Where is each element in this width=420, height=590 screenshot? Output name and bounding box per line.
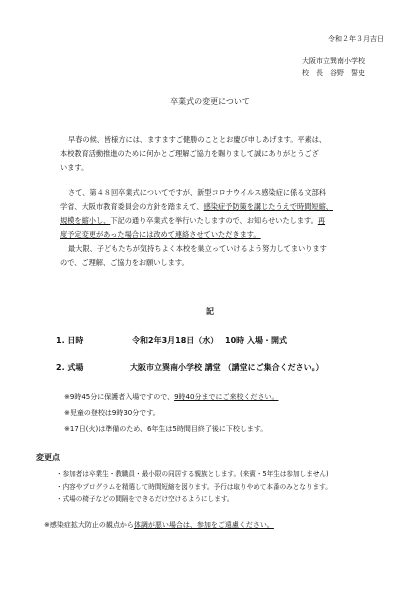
page-title: 卒業式の変更について bbox=[170, 97, 250, 106]
footer-note bbox=[44, 520, 274, 531]
item-venue-label: 2. 式場 bbox=[56, 363, 84, 372]
body-line: さて、第４８回卒業式についてですが、新型コロナウイルス感染症に係る文部科 bbox=[68, 188, 327, 197]
changes-heading: 変更点 bbox=[36, 453, 60, 462]
ki-heading: 記 bbox=[206, 307, 214, 316]
item-venue-value: 大阪市立巽南小学校 講堂 （講堂にご集合ください。） bbox=[130, 363, 324, 372]
note-preparation: ※17日(火)は準備のため、6年生は5時間目終了後に下校します。 bbox=[64, 425, 268, 433]
body-line: 学省、大阪市教育委員会の方針を踏まえて、 bbox=[60, 202, 204, 211]
greeting-paragraph bbox=[60, 133, 372, 175]
note-student-arrival: ※児童の登校は9時30分です。 bbox=[64, 409, 160, 417]
underlined-text: 規模を縮小し、 bbox=[60, 216, 111, 225]
notice-date: 令和２年３月吉日 bbox=[328, 35, 384, 43]
underlined-text: 9時40分までにご来校ください。 bbox=[174, 393, 279, 401]
list-item: ・内容やプログラムを精選して時間短縮を図ります。予行は取りやめて本番のみとなります。 bbox=[56, 482, 332, 491]
underlined-text: 感染症予防策を講じたうえで時間短縮、 bbox=[203, 202, 333, 211]
body-line: います。 bbox=[60, 163, 89, 172]
item-datetime-value: 令和2年3月18日（水） 10時 入場・開式 bbox=[132, 336, 287, 345]
item-datetime-label: 1. 日時 bbox=[56, 336, 84, 345]
body-line: 本校教育活動推進のために何かとご理解ご協力を賜りまして誠にありがとうござ bbox=[60, 149, 319, 158]
underlined-text: 再 bbox=[317, 216, 326, 225]
list-item: ・式場の椅子などの間隔をできるだけ空けるようにします。 bbox=[56, 495, 234, 503]
body-line: 下記の通り卒業式を挙行いたしますので、お知らせいたします。 bbox=[110, 216, 318, 225]
underlined-text: 体調が悪い場合は、参加をご遠慮ください。 bbox=[133, 521, 274, 529]
note-arrival bbox=[64, 392, 278, 403]
list-item: ・参加者は卒業生・教職員・最小限の同居する親族とします。(来賓・5年生は参加しません) bbox=[56, 470, 329, 478]
principal-name: 校 長 谷野 誓史 bbox=[302, 69, 365, 77]
body-line: 早春の候、皆様方には、ますますご健勝のこととお慶び申しあげます。平素は、 bbox=[68, 135, 327, 144]
note-text: ※9時45分に保護者入場ですので、 bbox=[64, 393, 175, 401]
changes-list bbox=[56, 468, 386, 506]
underlined-text: 度予定変更があった場合には改めて連絡させていただきます。 bbox=[60, 230, 261, 239]
body-line: 最大限、子どもたちが気持ちよく本校を巣立っていけるよう努力してまいります bbox=[68, 244, 327, 253]
footer-text: ※感染症拡大防止の観点から bbox=[44, 521, 134, 529]
school-name: 大阪市立巽南小学校 bbox=[302, 57, 365, 65]
body-line: ので、ご理解、ご協力をお願いします。 bbox=[60, 258, 189, 267]
announcement-paragraph bbox=[60, 186, 372, 270]
